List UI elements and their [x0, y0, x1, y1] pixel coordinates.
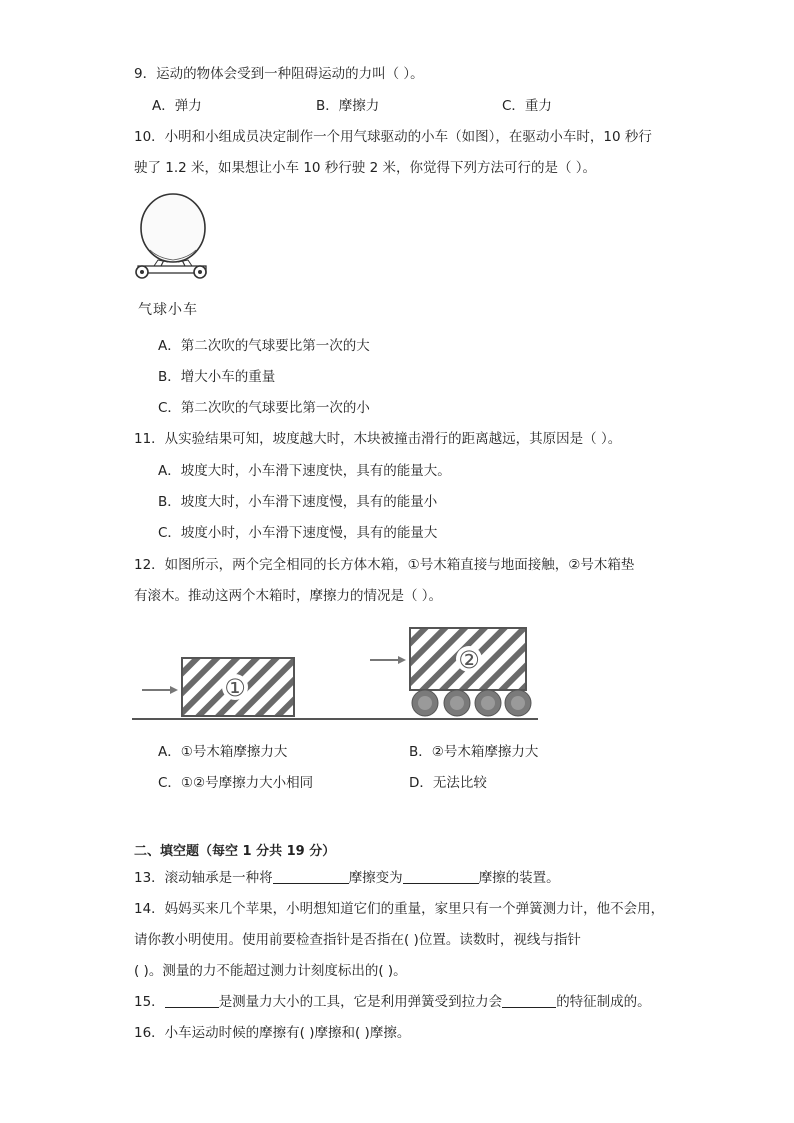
q15-blank-1[interactable] [165, 993, 219, 1008]
q13-part1: 13．滚动轴承是一种将 [134, 870, 273, 886]
q14-line2: 请你教小明使用。使用前要检查指针是否指在( )位置。读数时，视线与指针 [134, 932, 581, 948]
q11-option-b: B．坡度大时，小车滑下速度慢，具有的能量小 [158, 494, 438, 510]
q13-stem [134, 868, 560, 888]
section-title-fill-in: 二、填空题（每空 1 分共 19 分） [134, 844, 336, 859]
figure-caption: 气球小车 [138, 302, 198, 318]
q15-part2: 是测量力大小的工具，它是利用弹簧受到拉力会 [218, 994, 503, 1010]
q15-part1: 15． [134, 994, 165, 1010]
box2-label: ② [458, 646, 480, 674]
box1-label: ① [224, 674, 246, 702]
q11-option-a: A．坡度大时，小车滑下速度快，具有的能量大。 [158, 463, 451, 479]
q12-option-a: A．①号木箱摩擦力大 [158, 744, 288, 760]
q13-part2: 摩擦变为 [348, 870, 403, 886]
q10-option-a: A．第二次吹的气球要比第一次的大 [158, 338, 370, 354]
q9-stem: 9．运动的物体会受到一种阻碍运动的力叫（ ）。 [134, 66, 424, 82]
q11-stem: 11．从实验结果可知，坡度越大时，木块被撞击滑行的距离越远，其原因是（ ）。 [134, 431, 622, 447]
balloon-car-figure [128, 192, 218, 292]
q15-stem [134, 992, 651, 1012]
q14-line3: ( )。测量的力不能超过测力计刻度标出的( )。 [134, 963, 407, 979]
q12-option-d: D．无法比较 [409, 775, 487, 791]
q14-line1: 14．妈妈买来几个苹果，小明想知道它们的重量，家里只有一个弹簧测力计，他不会用， [134, 901, 665, 917]
q12-option-b: B．②号木箱摩擦力大 [409, 744, 539, 760]
q16-stem: 16．小车运动时候的摩擦有( )摩擦和( )摩擦。 [134, 1025, 411, 1041]
q11-option-c: C．坡度小时，小车滑下速度慢，具有的能量大 [158, 525, 438, 541]
q12-stem-line1: 12．如图所示，两个完全相同的长方体木箱，①号木箱直接与地面接触，②号木箱垫 [134, 557, 635, 573]
q9-option-a: A．弹力 [152, 98, 202, 114]
q10-option-b: B．增大小车的重量 [158, 369, 276, 385]
q13-blank-1[interactable] [273, 869, 349, 884]
q9-option-b: B．摩擦力 [316, 98, 380, 114]
q13-part3: 摩擦的装置。 [478, 870, 560, 886]
q9-option-c: C．重力 [502, 98, 552, 114]
q12-option-c: C．①②号摩擦力大小相同 [158, 775, 314, 791]
q10-option-c: C．第二次吹的气球要比第一次的小 [158, 400, 370, 416]
q12-stem-line2: 有滚木。推动这两个木箱时，摩擦力的情况是（ ）。 [134, 588, 443, 604]
wooden-boxes-figure [130, 622, 542, 726]
q13-blank-2[interactable] [403, 869, 479, 884]
q15-blank-2[interactable] [502, 993, 556, 1008]
q10-stem-line1: 10．小明和小组成员决定制作一个用气球驱动的小车（如图），在驱动小车时，10 秒行 [134, 129, 652, 145]
q10-stem-line2: 驶了 1.2 米，如果想让小车 10 秒行驶 2 米，你觉得下列方法可行的是（ ）。 [134, 160, 597, 176]
q15-part3: 的特征制成的。 [556, 994, 651, 1010]
